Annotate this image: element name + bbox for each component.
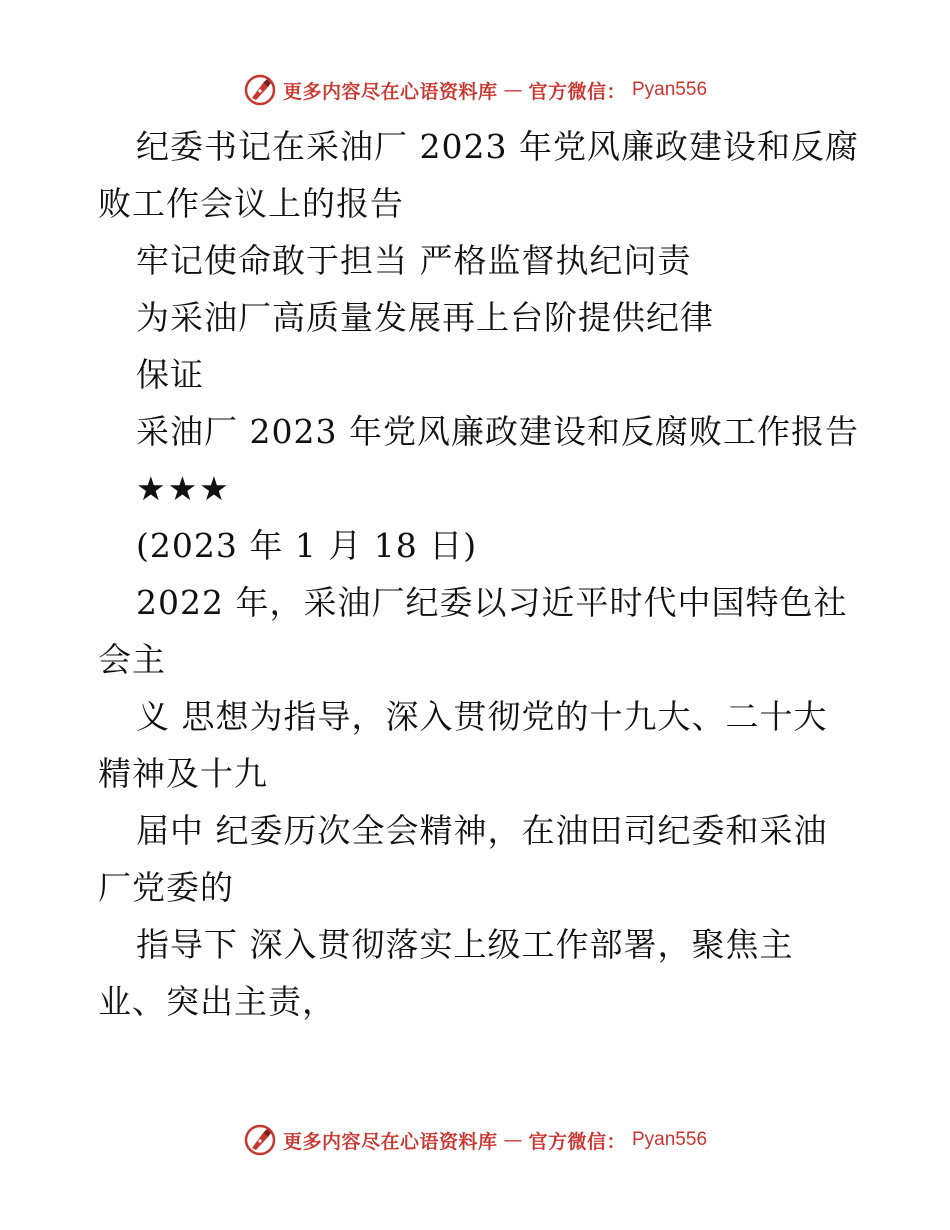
title-line-2: 败工作会议上的报告 [98,184,404,223]
subtitle-line-3: 保证 [136,355,204,394]
subtitle-line-1: 牢记使命敢于担当 严格监督执纪问责 [136,241,692,280]
document-body [98,118,888,1030]
paragraph-line: 厂党委的 [98,868,234,907]
pen-nib-logo-icon [243,1123,277,1157]
watermark-account-label: 官方微信： [528,80,626,103]
paragraph-line: 会主 [98,640,166,679]
paragraph-line: 2022 年，采油厂纪委以习近平时代中国特色社 [136,583,848,622]
subtitle-line-2: 为采油厂高质量发展再上台阶提供纪律 [136,298,714,337]
watermark-account-label: 官方微信： [528,1130,626,1153]
header-watermark [0,70,950,110]
watermark-text: 更多内容尽在心语资料库 [282,1130,498,1153]
watermark-account-id: Pyan556 [632,1129,708,1150]
paragraph-line: 业、突出主责， [98,982,336,1021]
watermark-separator: — [503,1129,523,1151]
footer-watermark [0,1120,950,1160]
watermark-separator: — [503,79,523,101]
paragraph-line: 指导下 深入贯彻落实上级工作部署，聚焦主 [136,925,794,964]
report-date: (2023 年 1 月 18 日) [136,526,478,565]
report-title: 采油厂 2023 年党风廉政建设和反腐败工作报告 [136,412,859,451]
star-divider: ★★★ [136,469,231,508]
watermark-text: 更多内容尽在心语资料库 [282,80,498,103]
paragraph-line: 精神及十九 [98,754,268,793]
paragraph-line: 义 思想为指导，深入贯彻党的十九大、二十大 [136,697,828,736]
title-line-1: 纪委书记在采油厂 2023 年党风廉政建设和反腐 [136,127,859,166]
pen-nib-logo-icon [243,73,277,107]
paragraph-line: 届中 纪委历次全会精神，在油田司纪委和采油 [136,811,828,850]
watermark-account-id: Pyan556 [632,79,708,100]
